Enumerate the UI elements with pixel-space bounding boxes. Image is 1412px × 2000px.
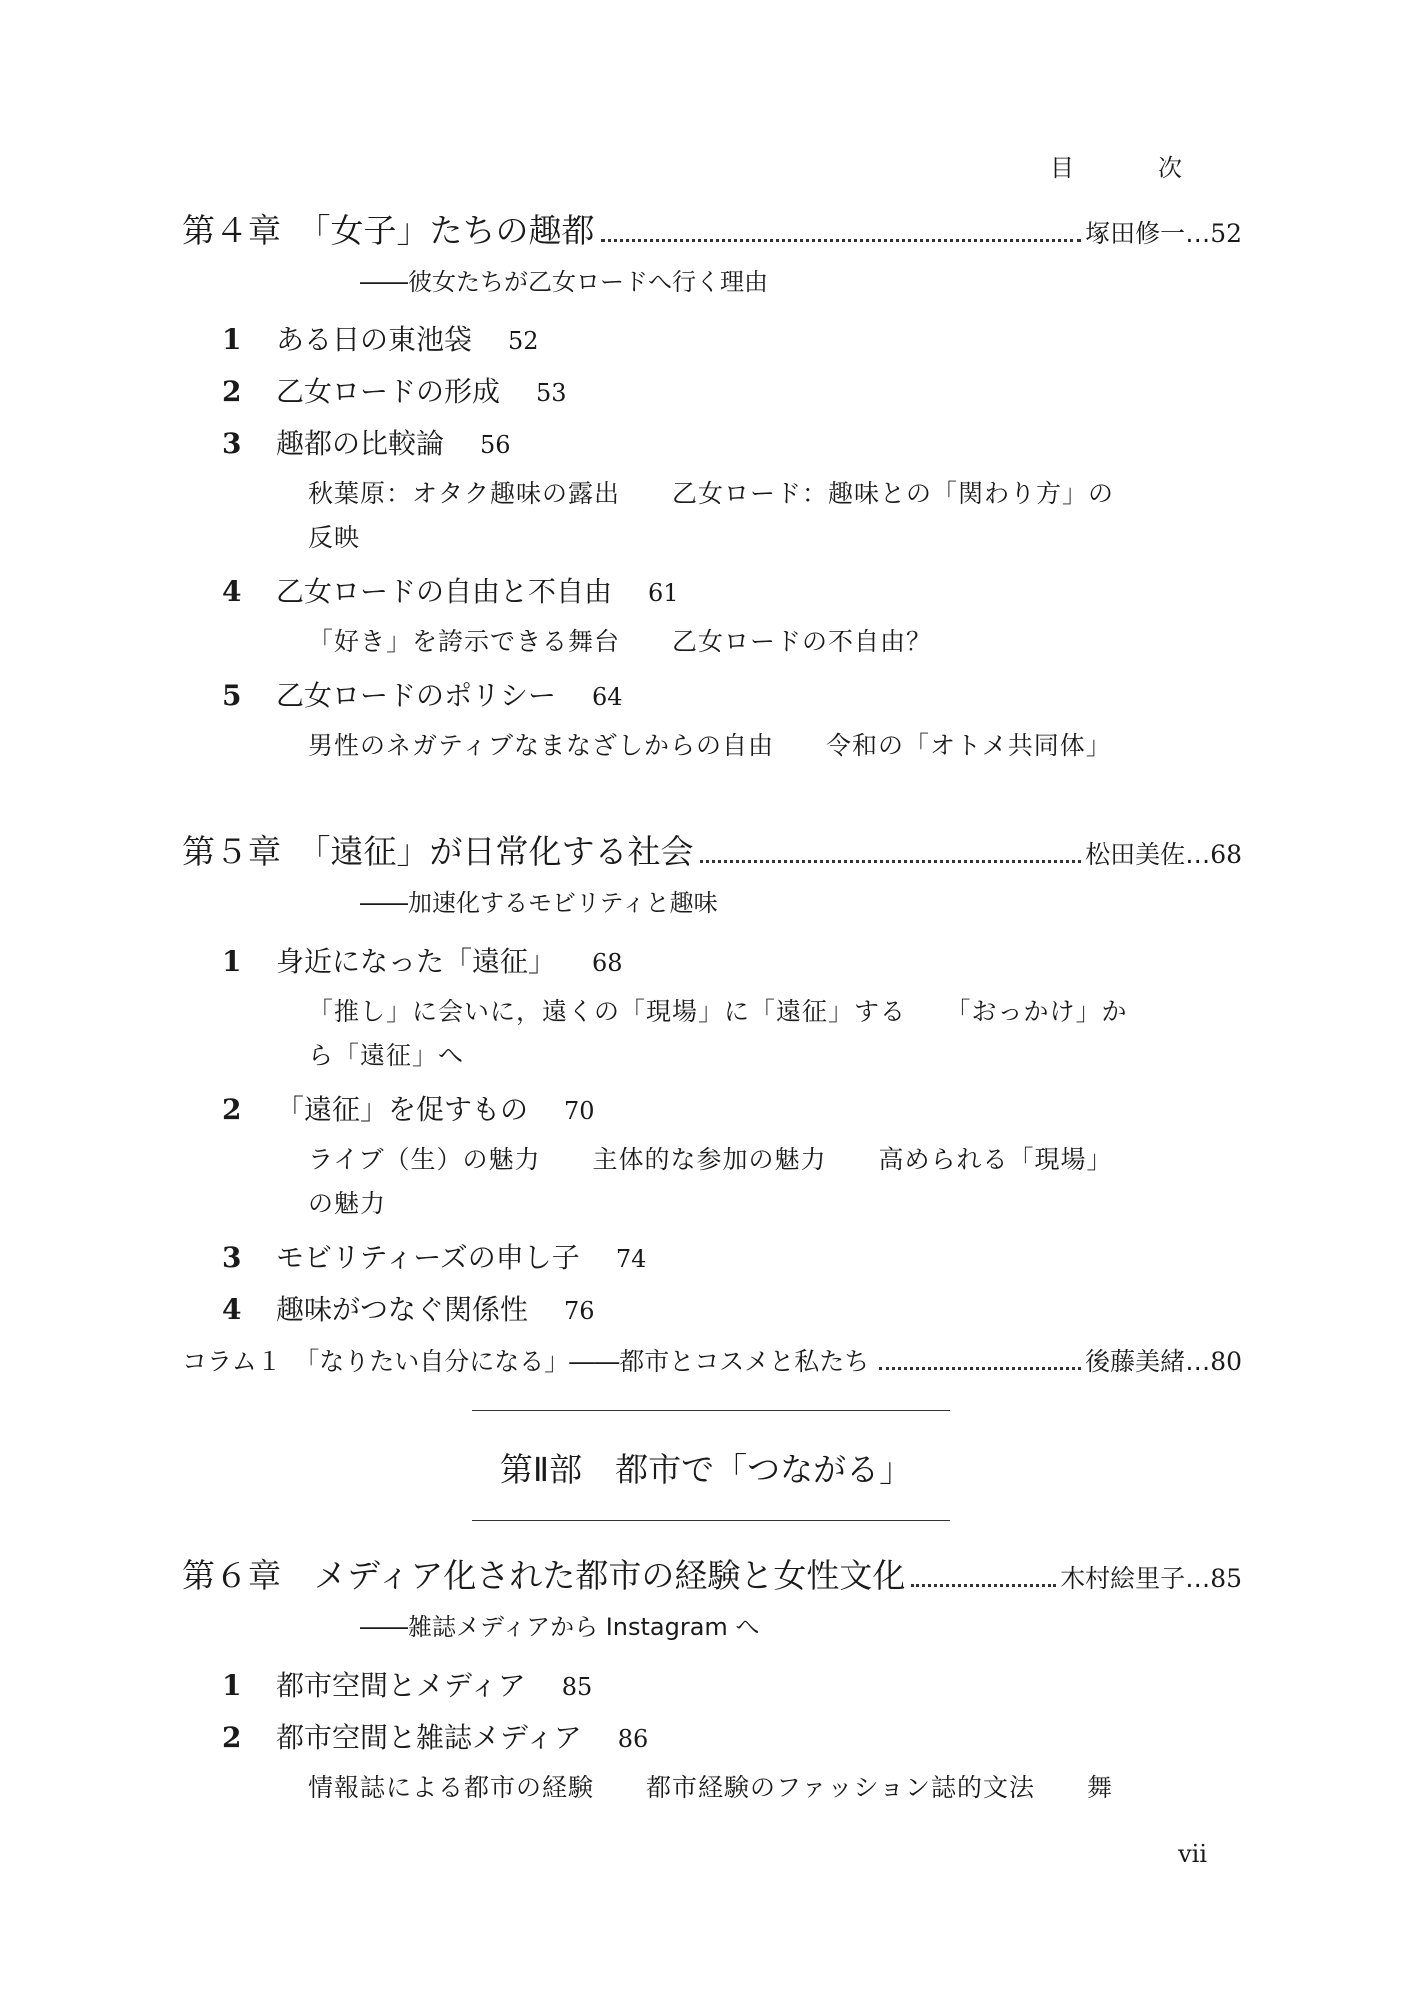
section-title: 乙女ロードの形成 xyxy=(276,375,501,408)
chapter-page: 52 xyxy=(1210,219,1242,248)
section-page: 68 xyxy=(592,949,623,977)
chapter-5-heading xyxy=(182,826,1242,873)
section-row xyxy=(222,674,623,714)
dot-leader xyxy=(879,1367,1081,1370)
column-page: 80 xyxy=(1210,1347,1242,1376)
running-header: 目 次 xyxy=(1050,154,1212,182)
section-title: 「遠征」を促すもの xyxy=(276,1093,529,1126)
section-row xyxy=(222,570,679,610)
section-page: 86 xyxy=(617,1725,649,1753)
section-page: 61 xyxy=(648,579,679,607)
section-title: ある日の東池袋 xyxy=(276,323,473,356)
section-title: 趣味がつなぐ関係性 xyxy=(276,1293,529,1326)
chapter-author: 木村絵里子 xyxy=(1060,1564,1186,1593)
section-row xyxy=(222,940,623,980)
section-row xyxy=(222,1716,648,1756)
section-topics: ライブ（生）の魅力 主体的な参加の魅力 高められる「現場」 xyxy=(308,1145,1113,1174)
section-number: 2 xyxy=(222,1093,242,1126)
chapter-page: 68 xyxy=(1210,840,1242,869)
section-page: 64 xyxy=(592,683,623,711)
chapter-page: 85 xyxy=(1210,1564,1242,1593)
chapter-author: 塚田修一 xyxy=(1085,219,1186,248)
section-page: 53 xyxy=(536,379,567,407)
section-topics: 男性のネガティブなまなざしからの自由 令和の「オトメ共同体」 xyxy=(308,731,1112,760)
section-title: 乙女ロードの自由と不自由 xyxy=(276,575,613,608)
section-number: 5 xyxy=(222,679,242,712)
divider-rule xyxy=(472,1520,950,1521)
chapter-subtitle: ――彼女たちが乙女ロードへ行く理由 xyxy=(360,268,768,296)
section-page: 70 xyxy=(564,1097,595,1125)
section-topics: 「好き」を誇示できる舞台 乙女ロードの不自由？ xyxy=(308,627,933,656)
column-author: 後藤美緒 xyxy=(1085,1347,1186,1376)
dot-leader xyxy=(911,1584,1056,1587)
section-title: 都市空間とメディア xyxy=(276,1669,526,1702)
section-number: 1 xyxy=(222,323,242,356)
section-topics: 情報誌による都市の経験 都市経験のファッション誌的文法 舞 xyxy=(308,1773,1114,1802)
section-title: 身近になった「遠征」 xyxy=(276,945,557,978)
chapter-title: 第５章 「遠征」が日常化する社会 xyxy=(182,832,694,871)
section-number: 1 xyxy=(222,945,242,978)
section-number: 4 xyxy=(222,1293,242,1326)
section-page: 85 xyxy=(561,1673,593,1701)
section-topics: 反映 xyxy=(308,523,361,552)
column-entry xyxy=(182,1342,1242,1378)
chapter-subtitle: ――雑誌メディアから Instagram へ xyxy=(360,1613,760,1641)
chapter-subtitle: ――加速化するモビリティと趣味 xyxy=(360,889,718,917)
section-row xyxy=(222,1088,595,1128)
section-topics: ら「遠征」へ xyxy=(308,1041,465,1070)
section-number: 3 xyxy=(222,427,242,460)
section-row xyxy=(222,1664,592,1704)
section-title: 都市空間と雑誌メディア xyxy=(276,1721,582,1754)
dot-leader xyxy=(601,239,1082,242)
section-title: モビリティーズの申し子 xyxy=(276,1241,580,1274)
section-topics: 「推し」に会いに，遠くの「現場」に「遠征」する 「おっかけ」か xyxy=(308,997,1128,1026)
section-title: 趣都の比較論 xyxy=(276,427,445,460)
section-row xyxy=(222,318,539,358)
chapter-6-heading xyxy=(182,1550,1242,1597)
dot-leader-tail: … xyxy=(1185,1347,1211,1376)
column-title: コラム１ 「なりたい自分になる」――都市とコスメと私たち xyxy=(182,1347,870,1376)
section-number: 1 xyxy=(222,1669,242,1702)
section-row xyxy=(222,370,567,410)
dot-leader-tail: … xyxy=(1185,219,1211,248)
dot-leader xyxy=(700,860,1082,863)
section-page: 74 xyxy=(615,1245,647,1273)
dot-leader-tail: … xyxy=(1185,1564,1211,1593)
divider-rule xyxy=(472,1410,950,1411)
chapter-title: 第６章 メディア化された都市の経験と女性文化 xyxy=(182,1556,906,1595)
section-row xyxy=(222,1288,595,1328)
section-number: 2 xyxy=(222,375,242,408)
chapter-author: 松田美佐 xyxy=(1085,840,1186,869)
page-folio: vii xyxy=(1178,1840,1207,1868)
chapter-4-heading xyxy=(182,205,1242,252)
section-page: 56 xyxy=(480,431,511,459)
part-heading: 第Ⅱ部 都市で「つながる」 xyxy=(499,1450,913,1489)
dot-leader-tail: … xyxy=(1185,840,1211,869)
section-number: 4 xyxy=(222,575,242,608)
section-number: 2 xyxy=(222,1721,242,1754)
section-page: 76 xyxy=(564,1297,595,1325)
section-topics: の魅力 xyxy=(308,1189,387,1218)
section-topics: 秋葉原：オタク趣味の露出 乙女ロード：趣味との「関わり方」の xyxy=(308,479,1115,508)
section-title: 乙女ロードのポリシー xyxy=(276,679,557,712)
section-row xyxy=(222,422,511,462)
section-row xyxy=(222,1236,646,1276)
chapter-title: 第４章 「女子」たちの趣都 xyxy=(182,211,595,250)
section-page: 52 xyxy=(508,327,539,355)
section-number: 3 xyxy=(222,1241,242,1274)
